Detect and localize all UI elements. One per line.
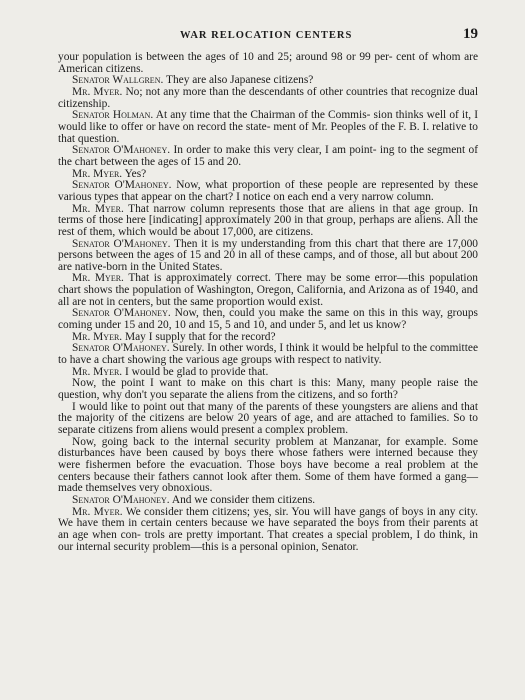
paragraph-text: Yes? (124, 167, 147, 180)
paragraph-text: At any time that the Chairman of the Commis- sion thinks well of it, I would like to offer or have on record the state- ment of Mr. Peoples of the F. B. I. relative to that question. (58, 109, 479, 145)
paragraph-text: Now, then, could you make the same on this in this way, groups coming under 15 and 20, 10 and 15, 5 and 10, and under 5, and let us know? (58, 307, 478, 332)
paragraph (58, 308, 478, 331)
paragraph (58, 378, 478, 401)
speaker: Mr. Myer. (72, 85, 123, 98)
paragraph-text: And we consider them citizens. (171, 493, 316, 506)
paragraph-text: We consider them citizens; yes, sir. You will have gangs of boys in any city. We have them in certain centers because we have separated the boys from their parents at an age when con- trols are pretty important. That creates a special problem, I do think, in our internal security problem—this is a personal opinion, Senator. (58, 505, 478, 553)
speaker: Senator O'Mahoney. (72, 179, 172, 192)
paragraph (58, 204, 478, 239)
paragraph-text: your population is between the ages of 10 and 25; around 98 or 99 per- cent of whom are American citizens. (58, 51, 478, 75)
paragraph (58, 402, 478, 437)
paragraph (58, 180, 478, 203)
paragraph (58, 343, 478, 366)
paragraph-text: That narrow column represents those that are aliens in that age group. In terms of those here [indicating] approximately 200 in that group, perhaps are aliens. All the rest of them, which would be about 17,000, are citizens. (58, 202, 478, 238)
paragraph-text: That is approximately correct. There may be some error—this population chart shows the population of Washington, Oregon, California, and Arizona as of 1940, and all are not in centers, but the same proportion would exist. (58, 272, 478, 308)
speaker: Mr. Myer. (72, 330, 123, 343)
paragraph (58, 437, 478, 495)
paragraph (58, 110, 478, 145)
paragraph-text: May I supply that for the record? (125, 330, 276, 343)
paragraph-text: No; not any more than the descendants of other countries that recognize dual citizenship. (58, 85, 478, 110)
paragraph (58, 273, 478, 308)
speaker: Senator O'Mahoney. (72, 237, 171, 250)
speaker: Senator Holman. (72, 109, 154, 122)
paragraph-text: They are also Japanese citizens? (165, 74, 314, 87)
paragraph (58, 52, 478, 75)
page-header (60, 28, 478, 46)
paragraph-text: Then it is my understanding from this chart that there are 17,000 persons between the ages of 15 and 20 in all of these camps, and of those, all but about 200 are native-born in the United States. (58, 237, 478, 273)
speaker: Mr. Myer. (72, 167, 123, 180)
paragraph-text: Now, what proportion of these people are represented by these various types that appear on the chart? I notice on each end a very narrow column. (58, 179, 478, 203)
page-number: 19 (463, 26, 478, 42)
paragraph (58, 145, 478, 168)
paragraph (58, 239, 478, 274)
speaker: Senator O'Mahoney. (72, 342, 170, 355)
speaker: Senator Wallgren. (72, 74, 164, 87)
paragraph (58, 87, 478, 110)
speaker: Mr. Myer. (72, 202, 124, 215)
speaker: Senator O'Mahoney. (72, 144, 171, 157)
paragraph-text: I would like to point out that many of the parents of these youngsters are aliens and that the majority of the citizens are below 20 years of age, and are attached to families. So to separate citizens from aliens would present a complex problem. (58, 400, 478, 436)
paragraph-text: I would be glad to provide that. (125, 365, 269, 378)
paragraph-text: Surely. In other words, I think it would be helpful to the committee to have a chart showing the various age groups with respect to nativity. (58, 342, 478, 367)
speaker: Mr. Myer. (72, 272, 124, 285)
body-text (58, 52, 478, 553)
paragraph-text: Now, going back to the internal security problem at Manzanar, for example. Some disturbances have been caused by boys there whose fathers were interned because they were fishermen before the evacuation. Those boys have become a real problem at the centers because their fathers cannot look after them. Some of them have formed a gang—made themselves very obnoxious. (58, 435, 478, 495)
speaker: Mr. Myer. (72, 505, 123, 518)
paragraph (58, 507, 478, 554)
speaker: Senator O'Mahoney. (72, 493, 170, 506)
speaker: Mr. Myer. (72, 365, 123, 378)
speaker: Senator O'Mahoney. (72, 307, 171, 320)
running-head: WAR RELOCATION CENTERS (180, 30, 353, 41)
paragraph-text: Now, the point I want to make on this chart is this: Many, many people raise the question, why don't you separate the aliens from the citizens, and so forth? (58, 377, 478, 402)
paragraph-text: In order to make this very clear, I am point- ing to the segment of the chart between the ages of 15 and 20. (58, 144, 478, 168)
